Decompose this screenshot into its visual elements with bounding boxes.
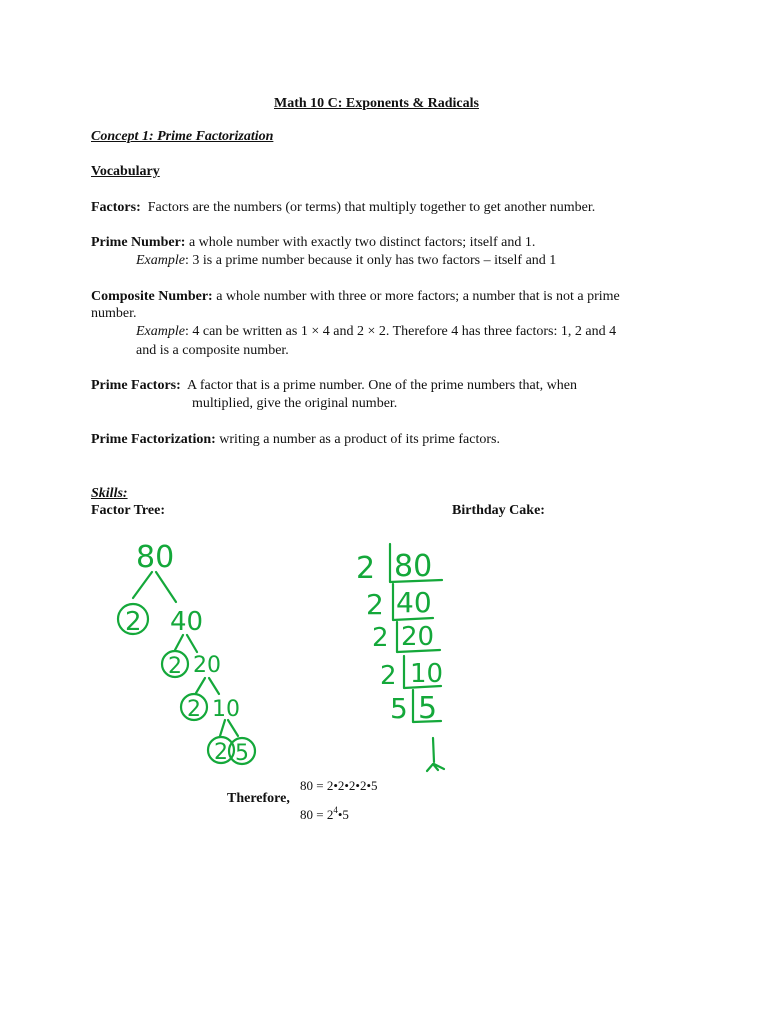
therefore-exponent: 4 [333, 804, 338, 815]
tree-root: 80 [136, 540, 175, 575]
therefore-label: Therefore, [227, 791, 290, 806]
tree-branch [220, 720, 238, 736]
tree-prime-4b: 5 [235, 741, 249, 766]
skills-heading: Skills: [91, 486, 128, 501]
tree-prime-3: 2 [187, 697, 201, 722]
prime-factors-text: A factor that is a prime number. One of the prime numbers that, when [187, 378, 577, 393]
prime-number-term: Prime Number: [91, 235, 186, 250]
tree-prime-2: 2 [168, 654, 182, 679]
cake-divisor-2: 2 [366, 588, 384, 621]
prime-factorization-term: Prime Factorization: [91, 432, 216, 447]
prime-number-example-label: Example [136, 253, 185, 268]
therefore-rest: •5 [337, 807, 349, 822]
cake-dividend-1: 80 [394, 549, 433, 584]
cake-final-underline [427, 764, 444, 771]
tree-composite-3: 10 [212, 697, 240, 722]
page-title: Math 10 C: Exponents & Radicals [274, 96, 479, 111]
cake-dividend-5: 5 [418, 691, 438, 726]
concept-heading: Concept 1: Prime Factorization [91, 129, 274, 144]
tree-branch [133, 572, 176, 602]
prime-factorization-text: writing a number as a product of its prime factors. [219, 432, 500, 447]
composite-number-definition-cont: number. [91, 306, 137, 321]
prime-number-text: a whole number with exactly two distinct factors; itself and 1. [188, 235, 536, 250]
therefore-exponent-form [300, 806, 349, 823]
composite-number-example-label: Example [136, 324, 185, 339]
vocabulary-heading: Vocabulary [91, 164, 160, 179]
factor-tree-heading: Factor Tree: [91, 503, 165, 518]
tree-prime-1: 2 [125, 607, 142, 637]
prime-factors-definition-cont: multiplied, give the original number. [192, 396, 398, 411]
composite-number-text: a whole number with three or more factors; a number that is not a prime [216, 289, 620, 304]
tree-composite-2: 20 [193, 653, 221, 678]
cake-dividend-3: 20 [401, 622, 435, 652]
cake-divisor-4: 2 [380, 661, 397, 691]
cake-divisor-1: 2 [356, 551, 376, 586]
factor-tree-drawing [118, 540, 255, 766]
birthday-cake-drawing [356, 544, 444, 771]
cake-divisor-3: 2 [372, 623, 389, 653]
tree-composite-1: 40 [170, 607, 204, 637]
cake-dividend-4: 10 [410, 659, 444, 689]
cake-divisor-5: 5 [390, 692, 408, 725]
cake-dividend-2: 40 [396, 586, 432, 619]
cake-final-one [433, 738, 434, 762]
tree-prime-4a: 2 [214, 740, 228, 765]
composite-number-term: Composite Number: [91, 289, 213, 304]
factors-term: Factors: [91, 200, 141, 215]
composite-number-example-text: : 4 can be written as 1 × 4 and 2 × 2. Therefore 4 has three factors: 1, 2 and 4 [184, 324, 617, 339]
tree-branch [175, 635, 197, 652]
factors-text: Factors are the numbers (or terms) that multiply together to get another number. [147, 200, 596, 215]
tree-branch [196, 678, 219, 694]
birthday-cake-heading: Birthday Cake: [452, 503, 545, 518]
composite-number-example-cont: and is a composite number. [136, 343, 289, 358]
therefore-expanded: 80 = 2•2•2•2•5 [300, 778, 378, 793]
prime-number-example-text: : 3 is a prime number because it only has two factors – itself and 1 [184, 253, 557, 268]
therefore-base: 80 = 2 [300, 807, 334, 822]
prime-factors-term: Prime Factors: [91, 378, 181, 393]
